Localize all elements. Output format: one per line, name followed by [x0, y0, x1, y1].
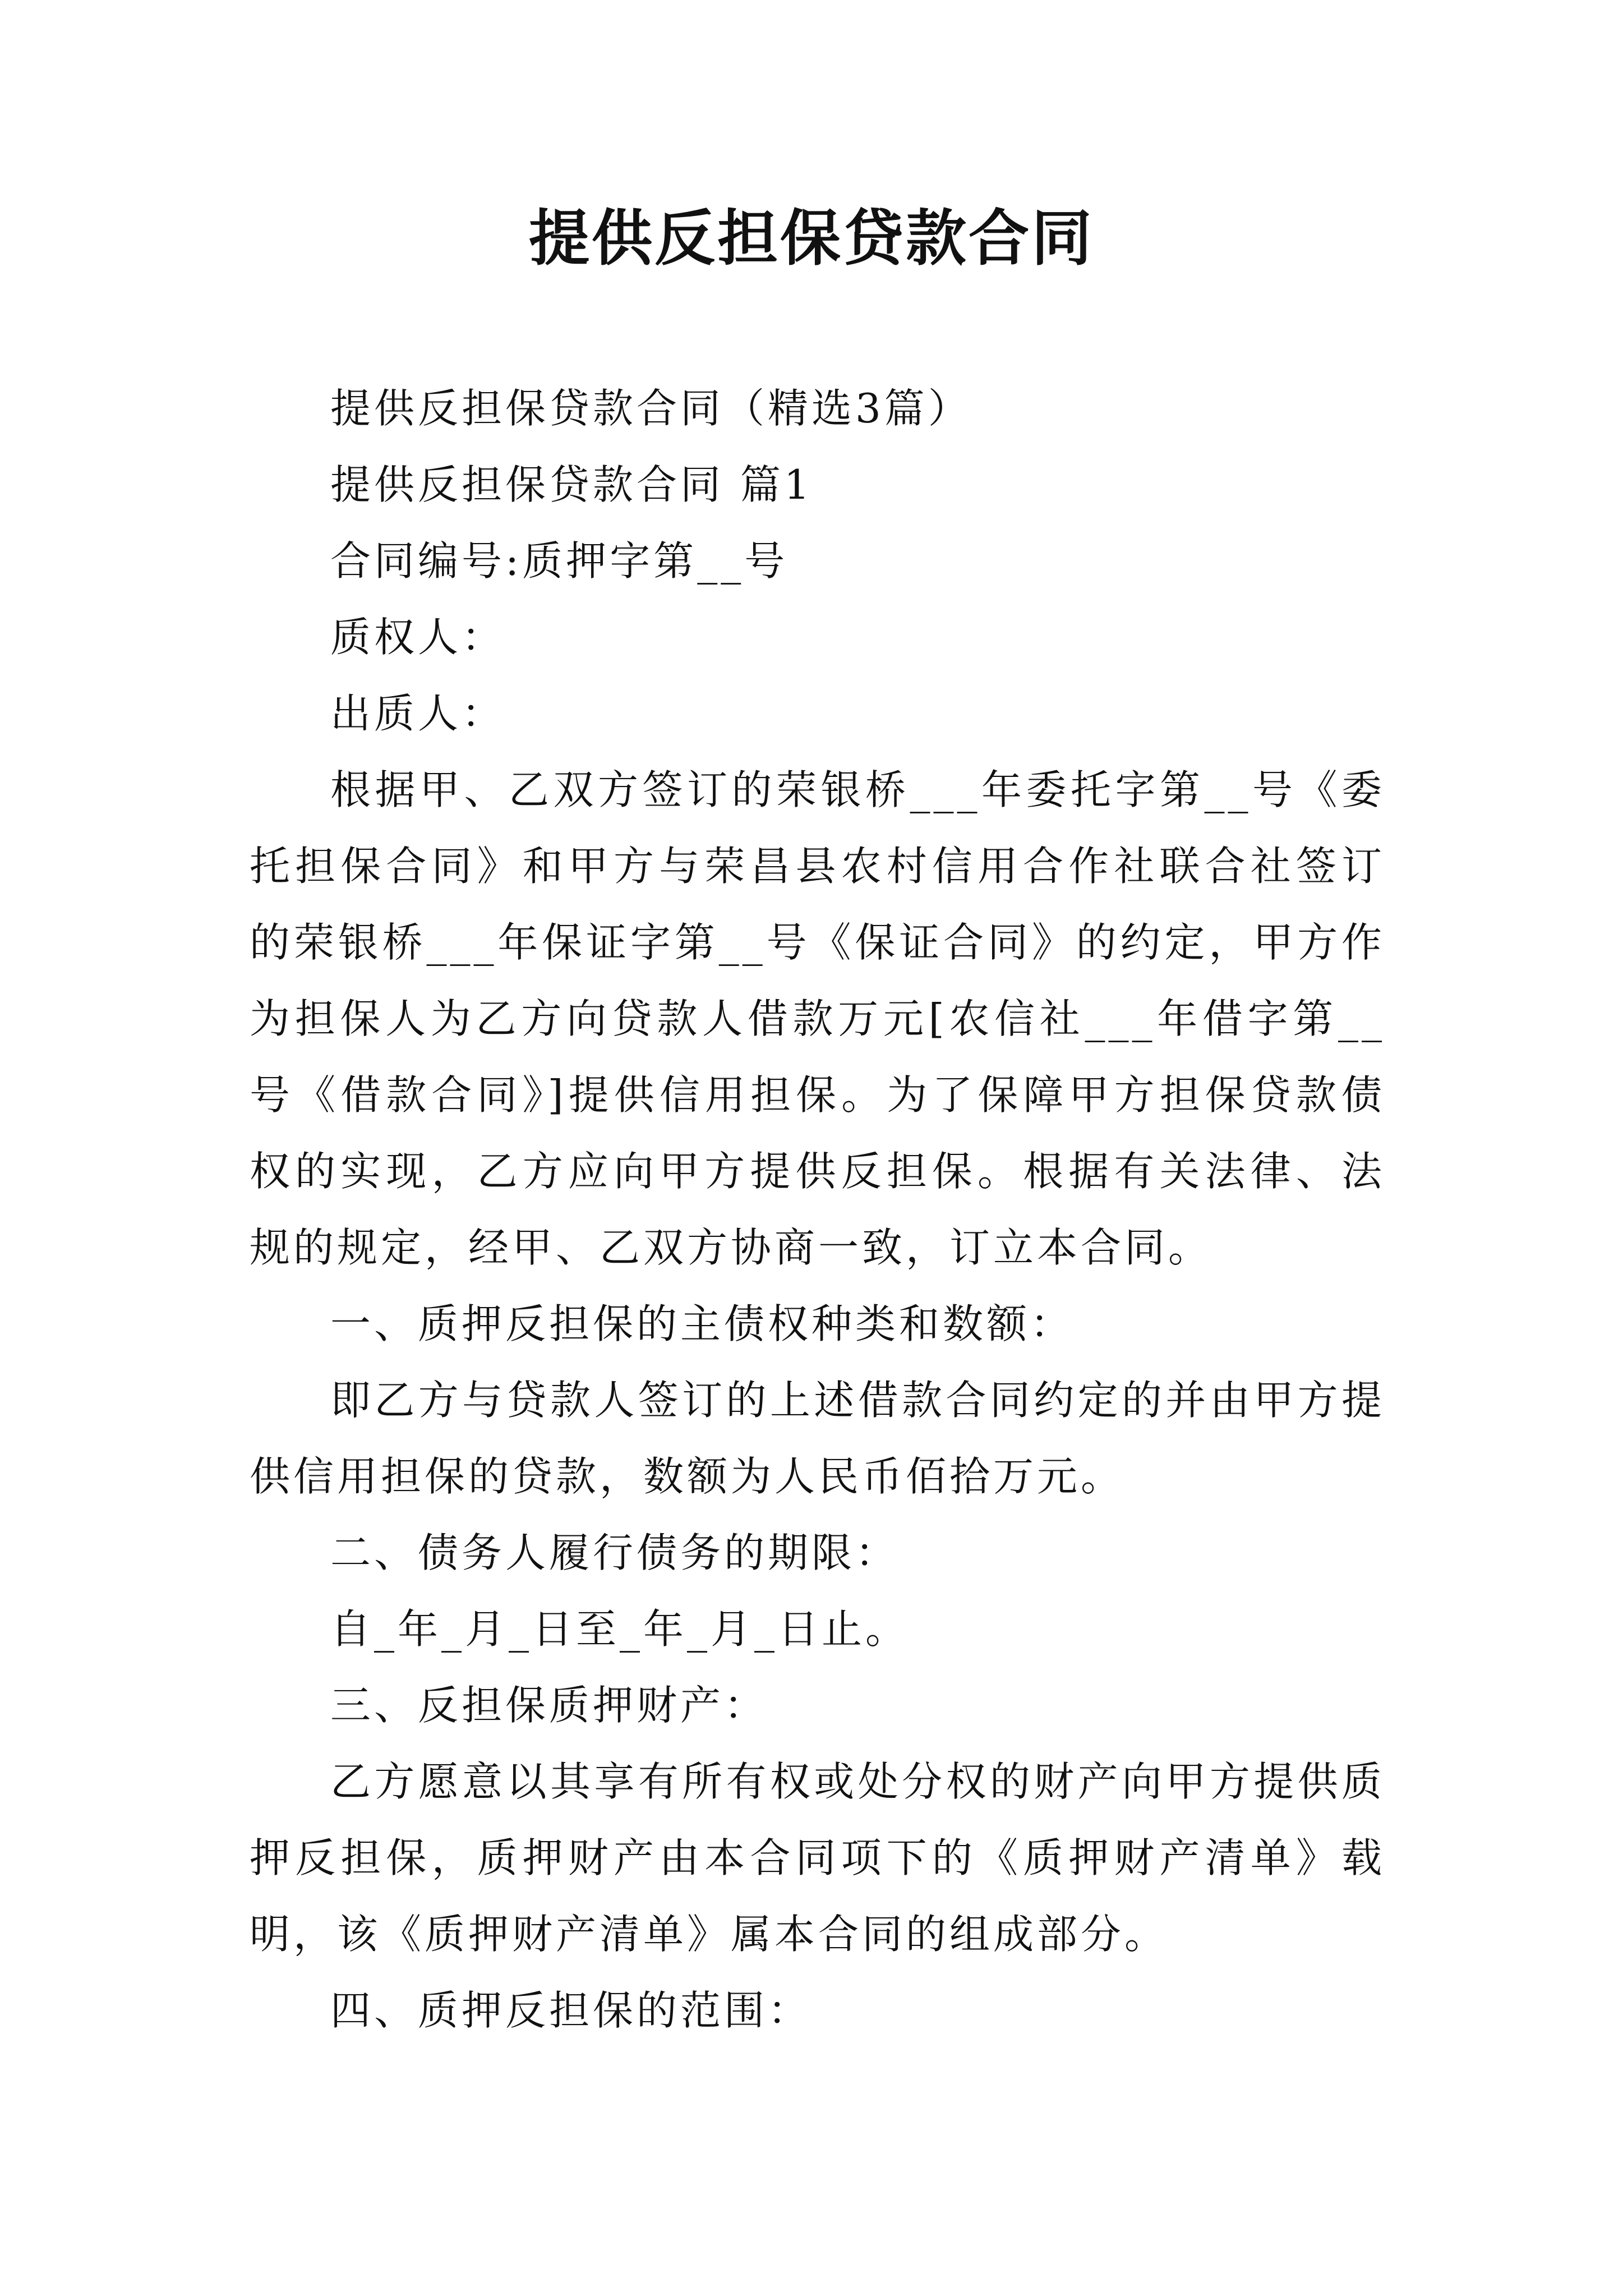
clause-heading-1: 一、质押反担保的主债权种类和数额： — [330, 1300, 1075, 1347]
body-paragraph: 乙方愿意以其享有所有权或处分权的财产向甲方提供质押反担保，质押财产由本合同项下的《质押财产清单》载明，该《质押财产清单》属本合同的组成部分。 — [250, 1758, 1385, 1958]
pledgor-paragraph: 出质人： — [330, 690, 506, 737]
body-paragraph: 即乙方与贷款人签订的上述借款合同约定的并由甲方提供信用担保的贷款，数额为人民币佰拾万元。 — [250, 1377, 1385, 1500]
clause-heading-3: 三、反担保质押财产： — [330, 1682, 768, 1729]
document-title: 提供反担保贷款合同 — [528, 203, 1094, 274]
pledgee-paragraph: 质权人： — [330, 614, 506, 661]
body-paragraph: 自_年_月_日至_年_月_日止。 — [330, 1605, 910, 1653]
clause-heading-4: 四、质押反担保的范围： — [330, 1987, 812, 2034]
document-body — [250, 370, 1385, 2049]
subtitle-paragraph: 提供反担保贷款合同（精选3篇） — [330, 385, 972, 432]
contract-number-paragraph: 合同编号:质押字第__号 — [330, 537, 789, 585]
clause-heading-2: 二、债务人履行债务的期限： — [330, 1529, 900, 1576]
body-paragraph: 根据甲、乙双方签订的荣银桥___年委托字第__号《委托担保合同》和甲方与荣昌县农村信用合作社联合社签订的荣银桥___年保证字第__号《保证合同》的约定，甲方作为担保人为乙方向贷款人借款万元[农信社___年借字第__号《借款合同》]提供信用担保。为了保障甲方担保贷款债权的实现，乙方应向甲方提供反担保。根据有关法律、法规的规定，经甲、乙双方协商一致，订立本合同。 — [250, 766, 1385, 1271]
section-heading-paragraph: 提供反担保贷款合同 篇1 — [330, 461, 813, 508]
